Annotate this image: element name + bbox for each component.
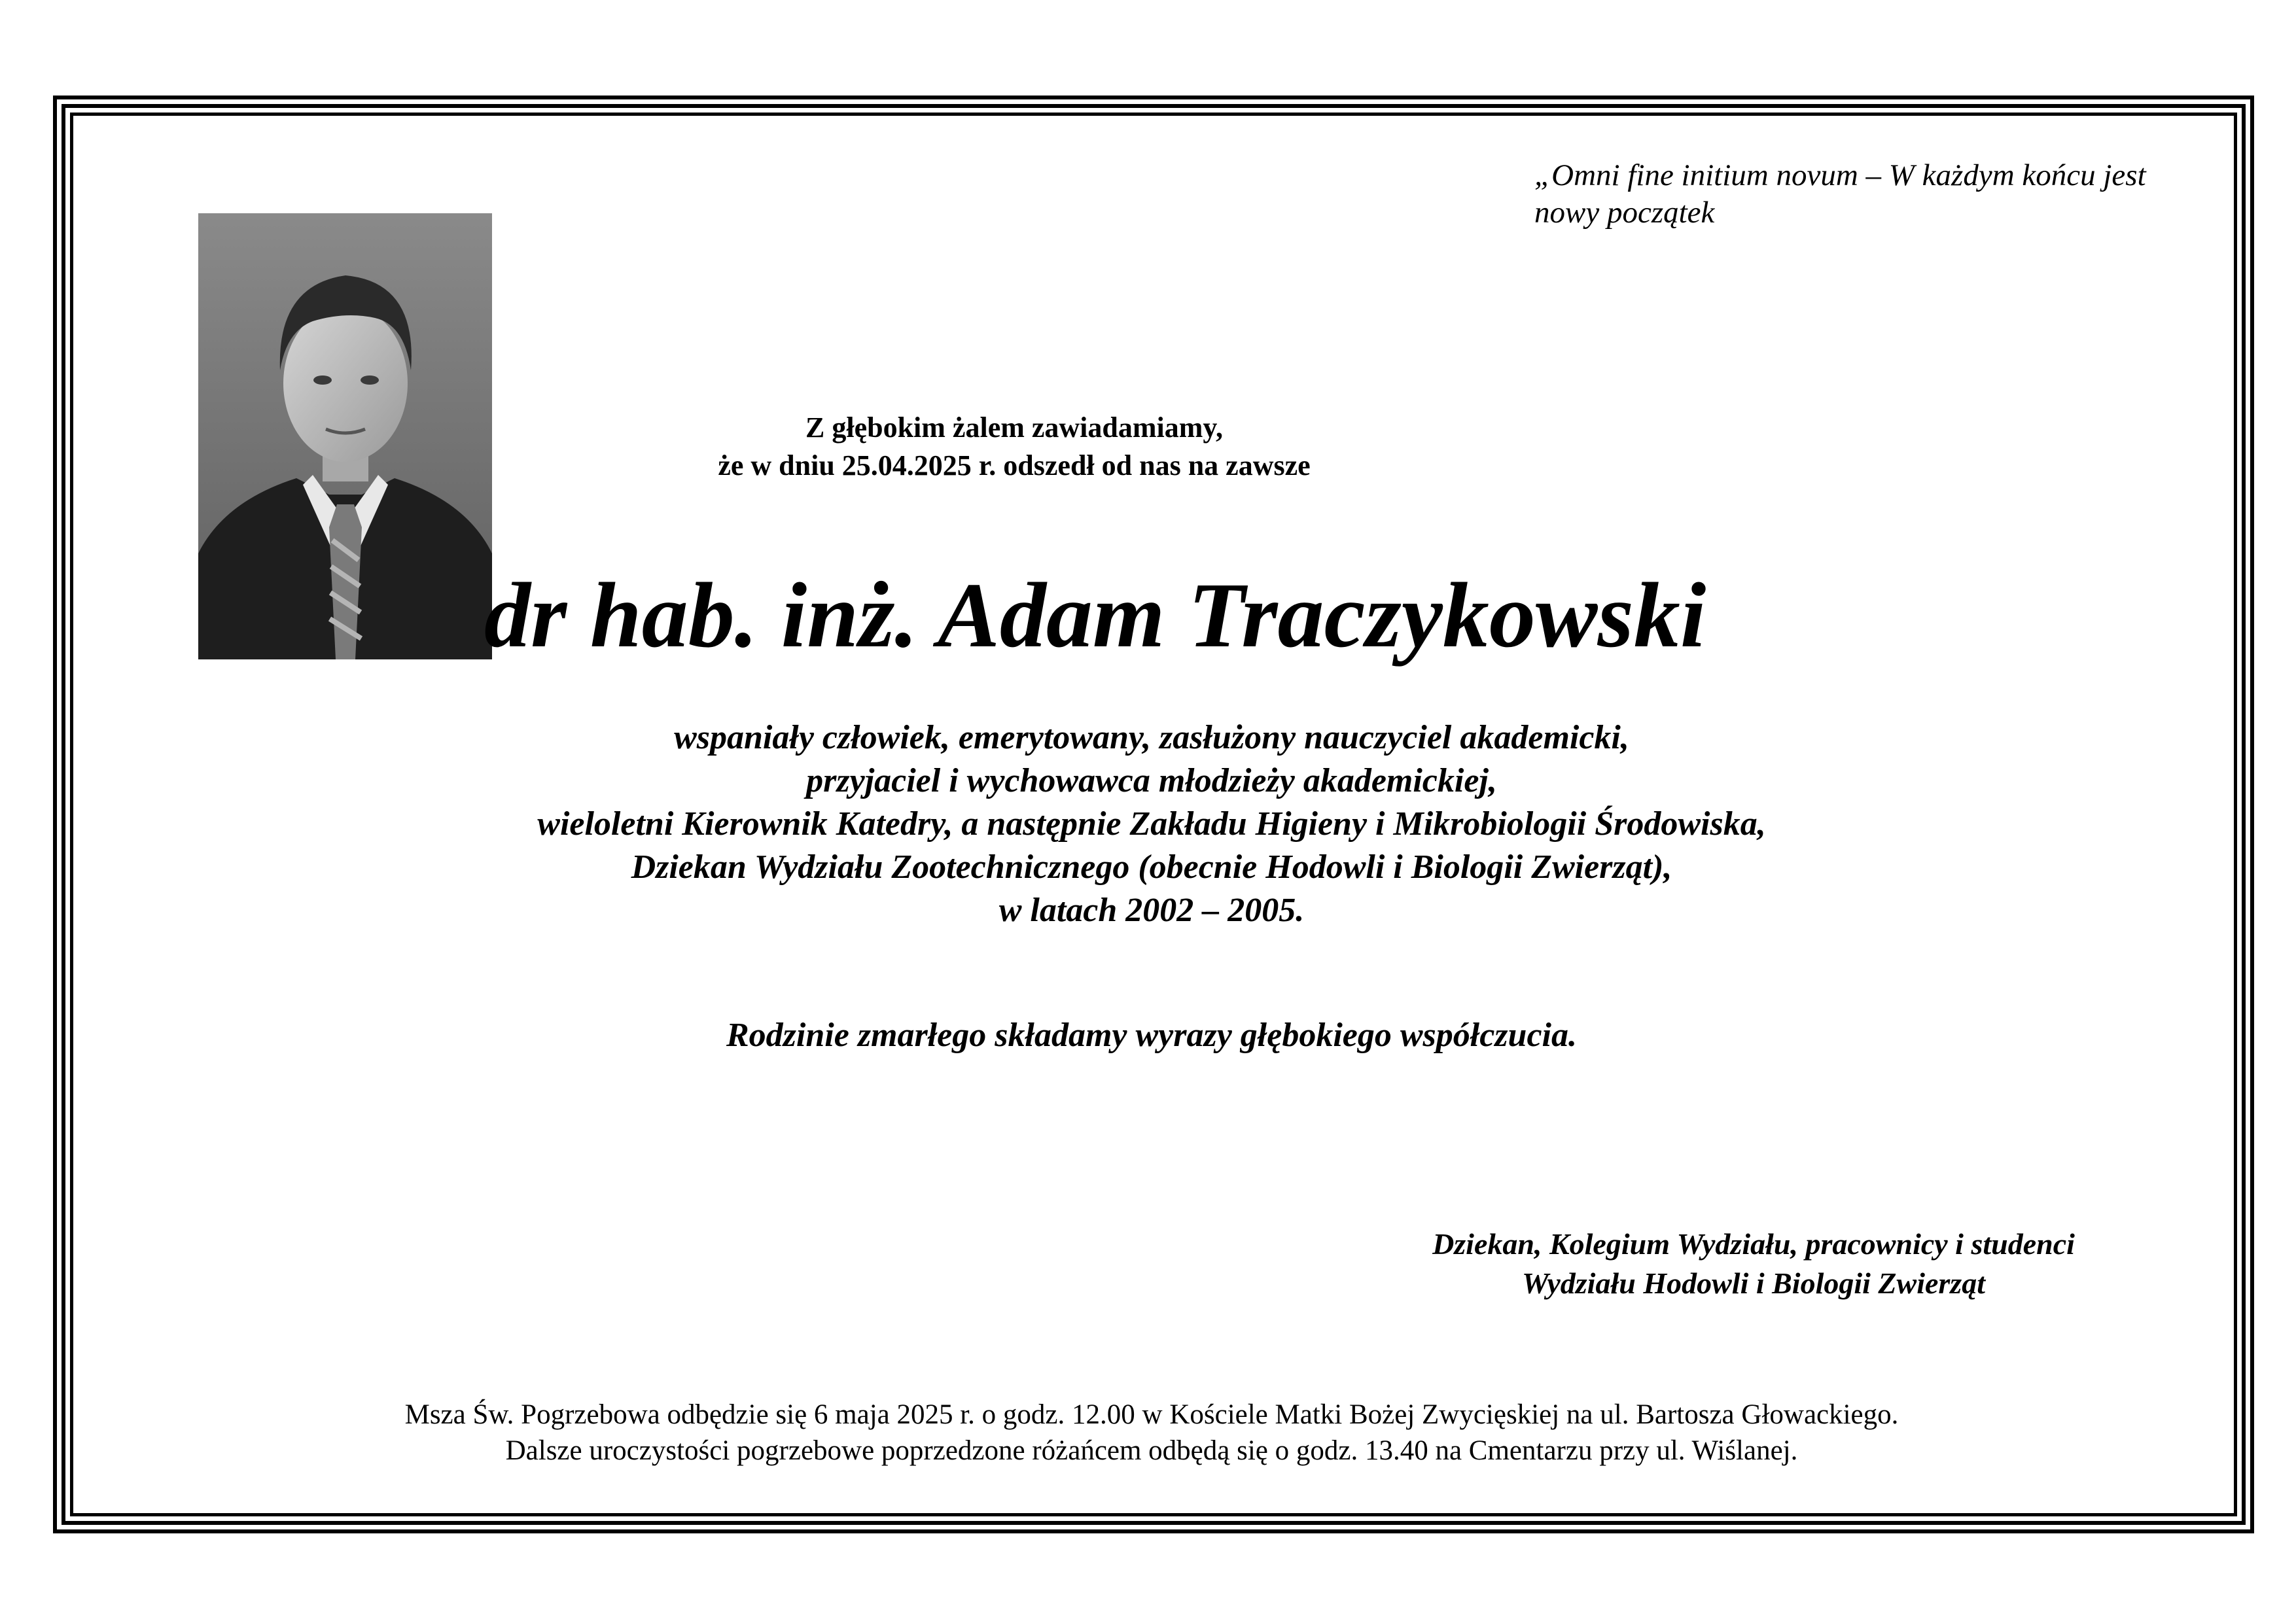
signature-line-1: Dziekan, Kolegium Wydziału, pracownicy i studenci [1432, 1227, 2075, 1261]
announcement [458, 409, 1570, 485]
funeral-info-line-1: Msza Św. Pogrzebowa odbędzie się 6 maja 2025 r. o godz. 12.00 w Kościele Matki Bożej Zwycięskiej na ul. Bartosza Głowackiego. [404, 1399, 1899, 1430]
signature-line-2: Wydziału Hodowli i Biologii Zwierząt [1522, 1266, 1985, 1300]
description-line: w latach 2002 – 2005. [998, 892, 1305, 929]
funeral-info-line-2: Dalsze uroczystości pogrzebowe poprzedzone różańcem odbędą się o godz. 13.40 na Cmentarzu przy ul. Wiślanej. [505, 1435, 1798, 1466]
portrait-photo [198, 213, 492, 659]
signature [1348, 1225, 2159, 1303]
description-line: Dziekan Wydziału Zootechnicznego (obecnie Hodowli i Biologii Zwierząt), [631, 848, 1672, 886]
description [327, 716, 1976, 932]
description-line: wieloletni Kierownik Katedry, a następnie Zakładu Higieny i Mikrobiologii Środowiska, [537, 805, 1766, 843]
portrait-illustration [198, 213, 492, 659]
condolences: Rodzinie zmarłego składamy wyrazy głębokiego współczucia. [726, 1017, 1577, 1054]
funeral-info [262, 1397, 2041, 1469]
motto-quote [1534, 157, 2215, 232]
description-line: przyjaciel i wychowawca młodzieży akademickiej, [806, 762, 1497, 799]
motto-line-1: „Omni fine initium novum – W każdym końcu jest [1534, 158, 2146, 192]
description-line: wspaniały człowiek, emerytowany, zasłużony nauczyciel akademicki, [674, 719, 1629, 756]
announcement-line-2: że w dniu 25.04.2025 r. odszedł od nas na zawsze [718, 449, 1311, 481]
announcement-line-1: Z głębokim żalem zawiadamiamy, [805, 411, 1223, 444]
deceased-name: dr hab. inż. Adam Traczykowski [484, 563, 1706, 667]
motto-line-2: nowy początek [1534, 196, 1715, 230]
